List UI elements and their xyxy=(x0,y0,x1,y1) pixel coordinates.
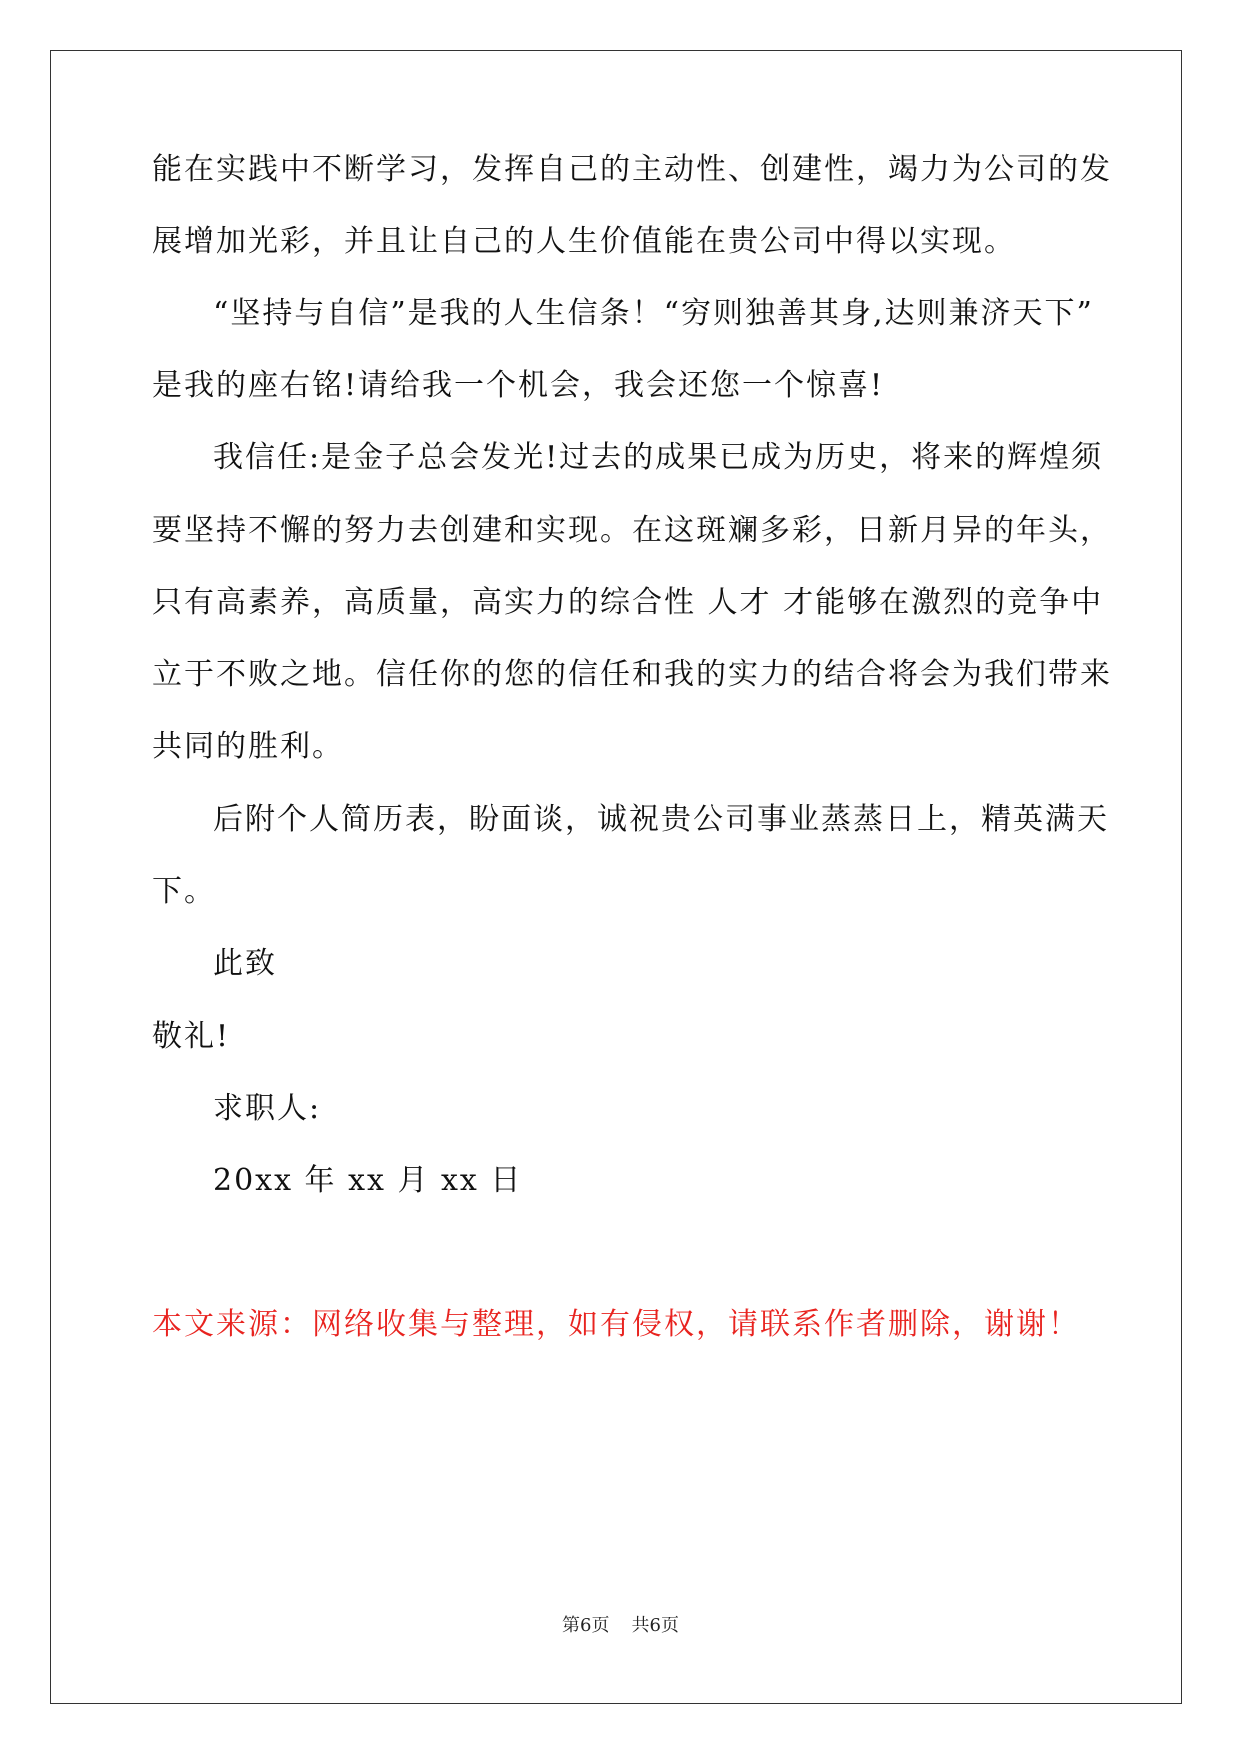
paragraph-1-line-2: 展增加光彩，并且让自己的人生价值能在贵公司中得以实现。 xyxy=(152,224,1016,259)
paragraph-2-line-2: 是我的座右铭!请给我一个机会，我会还您一个惊喜! xyxy=(152,368,885,403)
applicant-label: 求职人: xyxy=(213,1091,322,1126)
paragraph-4-line-2: 下。 xyxy=(152,874,216,909)
paragraph-3-line-3: 只有高素养，高质量，高实力的综合性 人才 才能够在激烈的竞争中 xyxy=(152,585,1104,620)
source-note: 本文来源：网络收集与整理，如有侵权，请联系作者删除，谢谢！ xyxy=(152,1307,1080,1342)
date-text: 20xx 年 xx 月 xx 日 xyxy=(213,1163,523,1198)
paragraph-3-line-4: 立于不败之地。信任你的您的信任和我的实力的结合将会为我们带来 xyxy=(152,657,1112,692)
paragraph-3-line-5: 共同的胜利。 xyxy=(152,729,344,764)
page-footer xyxy=(0,1614,1241,1638)
page-current: 第6页 xyxy=(562,1615,610,1636)
paragraph-4-line-1: 后附个人简历表，盼面谈，诚祝贵公司事业蒸蒸日上，精英满天 xyxy=(213,802,1109,837)
page-total: 共6页 xyxy=(631,1615,679,1636)
salute-text: 敬礼! xyxy=(152,1019,231,1054)
closing-text: 此致 xyxy=(213,946,277,981)
paragraph-3-line-2: 要坚持不懈的努力去创建和实现。在这斑斓多彩，日新月异的年头， xyxy=(152,513,1112,548)
paragraph-1-line-1: 能在实践中不断学习，发挥自己的主动性、创建性，竭力为公司的发 xyxy=(152,152,1112,187)
paragraph-3-line-1: 我信任:是金子总会发光!过去的成果已成为历史，将来的辉煌须 xyxy=(213,440,1104,475)
paragraph-2-line-1: “坚持与自信”是我的人生信条！“穷则独善其身,达则兼济天下” xyxy=(213,296,1094,331)
